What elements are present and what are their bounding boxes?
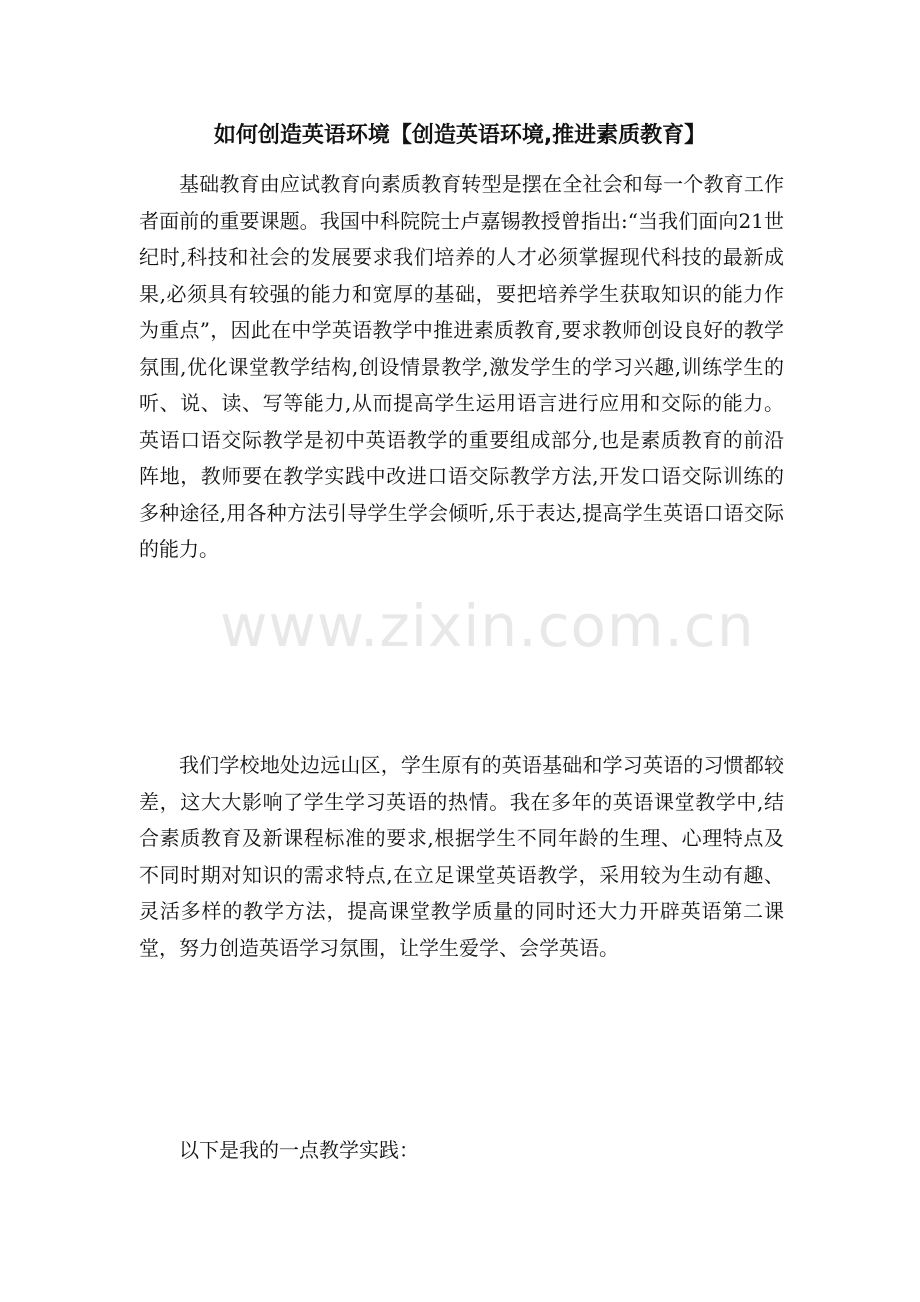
document-title: 如何创造英语环境【创造英语环境,推进素质教育】 <box>213 123 707 148</box>
paragraph-practice-intro: 以下是我的一点教学实践： <box>179 1138 419 1162</box>
paragraph-intro: 基础教育由应试教育向素质教育转型是摆在全社会和每一个教育工作者面前的重要课题。我国中科院院士卢嘉锡教授曾指出:“当我们面向21世纪时,科技和社会的发展要求我们培养的人才必须掌握现代科技的最新成果,必须具有较强的能力和宽厚的基础，要把培养学生获取知识的能力作为重点”，因此在中学英语教学中推进素质教育,要求教师创设良好的教学氛围,优化课堂教学结构,创设情景教学,激发学生的学习兴趣,训练学生的听、说、读、写等能力,从而提高学生运用语言进行应用和交际的能力。英语口语交际教学是初中英语教学的重要组成部分,也是素质教育的前沿阵地，教师要在教学实践中改进口语交际教学方法,开发口语交际训练的多种途径,用各种方法引导学生学会倾听,乐于表达,提高学生英语口语交际的能力。 <box>139 172 784 561</box>
paragraph-background: 我们学校地处边远山区，学生原有的英语基础和学习英语的习惯都较差，这大大影响了学生学习英语的热情。我在多年的英语课堂教学中,结合素质教育及新课程标准的要求,根据学生不同年龄的生理、心理特点及不同时期对知识的需求特点,在立足课堂英语教学，采用较为生动有趣、灵活多样的教学方法，提高课堂教学质量的同时还大力开辟英语第二课堂，努力创造英语学习氛围，让学生爱学、会学英语。 <box>139 753 784 960</box>
watermark: www.zixin.com.cn <box>220 592 755 660</box>
